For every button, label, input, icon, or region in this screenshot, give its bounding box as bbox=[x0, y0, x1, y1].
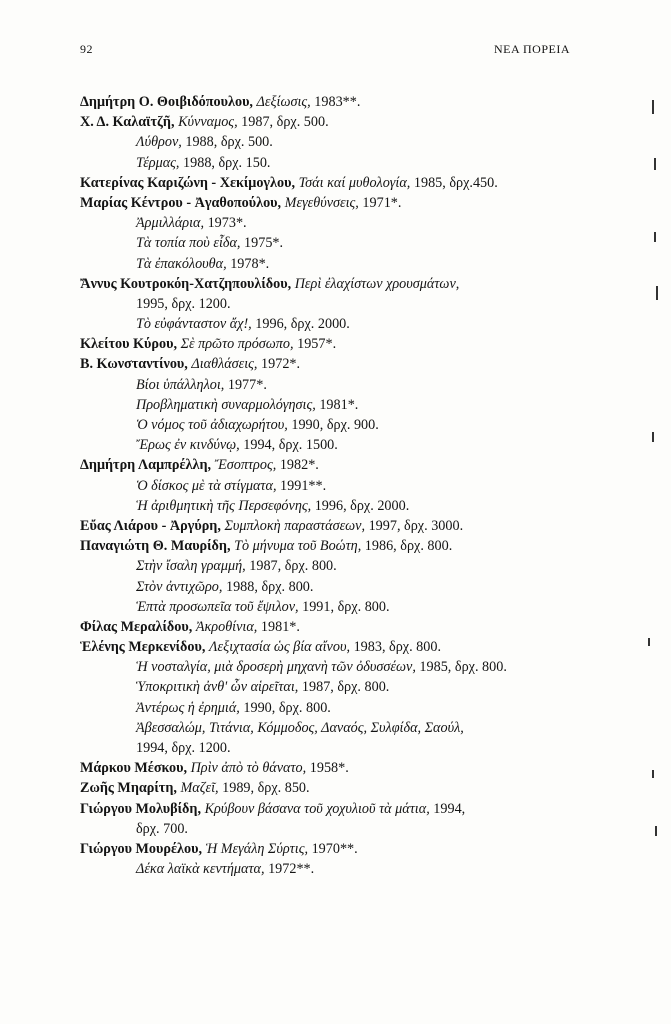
entry-continuation-line bbox=[80, 233, 580, 253]
entry-title: Στὸν ἀντιχῶρο, bbox=[136, 578, 223, 595]
entry-details: 1996, δρχ. 2000. bbox=[314, 497, 410, 514]
entry-line bbox=[80, 173, 580, 193]
entry-title: Ὁ δίσκος μὲ τὰ στίγματα, bbox=[136, 477, 277, 494]
entry-details: 1957*. bbox=[297, 336, 337, 353]
entry-continuation-line bbox=[80, 657, 580, 677]
entry-details: 1994, δρχ. 1200. bbox=[136, 740, 231, 756]
entry-title: Περὶ ἐλαχίστων χρουσμάτων, bbox=[294, 275, 460, 292]
entry-author: Β. Κωνσταντίνου, bbox=[80, 356, 188, 373]
entry-continuation-line bbox=[80, 375, 580, 395]
entry-details: 1991**. bbox=[280, 477, 327, 494]
bibliography-list bbox=[80, 92, 580, 879]
entry-title: Ἡ νοσταλγία, μιὰ δροσερὴ μηχανὴ τῶν ὀδυσσέων, bbox=[136, 659, 416, 676]
entry-details: 1958*. bbox=[309, 760, 349, 777]
entry-continuation-line bbox=[80, 677, 580, 697]
entry-author: Δημήτρη Ο. Θοιβιδόπουλου, bbox=[80, 94, 253, 110]
scan-mark bbox=[654, 232, 656, 242]
entry-details: 1975*. bbox=[244, 235, 284, 252]
entry-title: Κύνναμος, bbox=[178, 114, 238, 131]
entry-title: Τὸ μήνυμα τοῦ Βοώτη, bbox=[234, 538, 362, 555]
entry-title: Δέκα λαϊκὰ κεντήματα, bbox=[136, 861, 265, 878]
entry-details: 1983**. bbox=[314, 94, 361, 110]
entry-author: Κατερίνας Καριζώνη - Χεκίμογλου, bbox=[80, 174, 296, 191]
entry-continuation-line bbox=[80, 395, 580, 415]
entry-continuation-line bbox=[80, 213, 580, 233]
entry-line bbox=[80, 92, 580, 112]
entry-details: 1994, bbox=[433, 800, 466, 817]
entry-title: Ἀντέρως ἡ ἐρημιά, bbox=[136, 699, 240, 716]
scan-mark bbox=[652, 770, 654, 778]
entry-continuation-line bbox=[80, 597, 580, 617]
page-number: 92 bbox=[80, 42, 93, 56]
scan-mark bbox=[652, 432, 654, 442]
entry-title: Ὑποκριτικὴ ἀνθ' ὧν αἱρεῖται, bbox=[136, 679, 299, 696]
entry-details: 1988, δρχ. 500. bbox=[185, 134, 273, 151]
entry-line bbox=[80, 778, 580, 798]
entry-author: Ζωῆς Μηαρίτη, bbox=[80, 780, 177, 797]
entry-title: Κρύβουν βάσανα τοῦ χοχυλιοῦ τὰ μάτια, bbox=[204, 800, 430, 817]
scan-mark bbox=[654, 158, 656, 170]
scan-mark bbox=[652, 100, 654, 114]
entry-continuation-line bbox=[80, 435, 580, 455]
entry-details: 1987, δρχ. 800. bbox=[249, 558, 337, 575]
entry-author: Γιώργου Μολυβίδη, bbox=[80, 800, 202, 817]
entry-details: 1972*. bbox=[261, 356, 301, 373]
entry-details: 1988, δρχ. 150. bbox=[183, 154, 271, 171]
scan-mark bbox=[655, 826, 657, 836]
entry-title: Ἡ ἀριθμητικὴ τῆς Περσεφόνης, bbox=[136, 497, 312, 514]
entry-author: Ἄννυς Κουτροκόη-Χατζηπουλίδου, bbox=[80, 275, 292, 292]
entry-details: 1986, δρχ. 800. bbox=[364, 538, 453, 555]
entry-details: 1972**. bbox=[268, 861, 315, 878]
entry-title: Σὲ πρῶτο πρόσωπο, bbox=[180, 336, 294, 353]
entry-title: Στὴν ἴσαλη γραμμή, bbox=[136, 558, 246, 575]
entry-continuation-line bbox=[80, 718, 580, 738]
entry-title: Μεγεθύνσεις, bbox=[284, 194, 359, 211]
entry-line bbox=[80, 839, 580, 859]
running-title: ΝΕΑ ΠΟΡΕΙΑ bbox=[494, 42, 570, 56]
entry-continuation-line bbox=[80, 132, 580, 152]
entry-continuation-line bbox=[80, 496, 580, 516]
entry-continuation-line bbox=[80, 738, 580, 758]
entry-details: 1990, δρχ. 800. bbox=[243, 699, 331, 716]
entry-title: Διαθλάσεις, bbox=[191, 356, 258, 373]
entry-details: 1988, δρχ. 800. bbox=[225, 578, 314, 595]
entry-title: Ἔρως ἐν κινδύνῳ, bbox=[136, 437, 240, 454]
entry-title: Μαζεῖ, bbox=[180, 780, 219, 797]
entry-title: Συμπλοκὴ παραστάσεων, bbox=[224, 517, 366, 534]
entry-details: 1970**. bbox=[311, 840, 358, 857]
entry-details: 1995, δρχ. 1200. bbox=[136, 295, 231, 312]
entry-author: Ἑλένης Μερκενίδου, bbox=[80, 639, 206, 656]
entry-line bbox=[80, 516, 580, 536]
entry-title: Βίοι ὑπάλληλοι, bbox=[136, 376, 225, 393]
entry-line bbox=[80, 274, 580, 294]
entry-title: Λύθρον, bbox=[136, 134, 182, 151]
entry-continuation-line bbox=[80, 476, 580, 496]
entry-details: 1991, δρχ. 800. bbox=[302, 598, 390, 615]
entry-title: Τὰ τοπία ποὺ εἶδα, bbox=[136, 235, 241, 252]
entry-continuation-line bbox=[80, 415, 580, 435]
entry-continuation-line bbox=[80, 153, 580, 173]
entry-details: 1982*. bbox=[279, 457, 319, 474]
entry-title: Δεξίωσις, bbox=[256, 94, 311, 110]
entry-title: Τσάι καί μυθολογία, bbox=[298, 174, 411, 191]
entry-details: 1996, δρχ. 2000. bbox=[255, 316, 350, 333]
entry-author: Χ. Δ. Καλαϊτζῆ, bbox=[80, 114, 175, 131]
entry-details: 1994, δρχ. 1500. bbox=[243, 437, 338, 454]
entry-title: Ἡ Μεγάλη Σύρτις, bbox=[205, 840, 309, 857]
entry-details: 1987, δρχ. 500. bbox=[241, 114, 329, 131]
entry-author: Κλείτου Κύρου, bbox=[80, 336, 178, 353]
entry-title: Λεξιχτασία ὡς βία αἴνου, bbox=[208, 639, 351, 656]
entry-details: 1971*. bbox=[362, 194, 402, 211]
entry-details: 1990, δρχ. 900. bbox=[291, 417, 379, 433]
entry-title: Ἀρμιλλάρια, bbox=[136, 215, 205, 232]
entry-title: Τὰ ἐπακόλουθα, bbox=[136, 255, 227, 272]
entry-details: 1985, δρχ.450. bbox=[413, 174, 498, 191]
entry-continuation-line bbox=[80, 819, 580, 839]
entry-author: Φίλας Μεραλίδου, bbox=[80, 618, 193, 635]
entry-line bbox=[80, 354, 580, 374]
entry-author: Εὔας Λιάρου - Ἀργύρη, bbox=[80, 517, 221, 534]
entry-line bbox=[80, 193, 580, 213]
entry-title: Ἀβεσσαλώμ, Τιτάνια, Κόμμοδος, Δαναός, Συλφίδα, Σαούλ, bbox=[136, 719, 464, 736]
entry-continuation-line bbox=[80, 254, 580, 274]
entry-title: Ἀκροθίνια, bbox=[195, 618, 258, 635]
entry-author: Μάρκου Μέσκου, bbox=[80, 760, 188, 777]
entry-continuation-line bbox=[80, 294, 580, 314]
entry-author: Γιώργου Μουρέλου, bbox=[80, 840, 203, 857]
entry-line bbox=[80, 112, 580, 132]
entry-title: Τὸ εὐφάνταστον ἄχ!, bbox=[136, 316, 252, 333]
entry-author: Δημήτρη Λαμπρέλλη, bbox=[80, 457, 212, 474]
entry-details: 1997, δρχ. 3000. bbox=[368, 517, 464, 534]
entry-title: Ἑπτὰ προσωπεῖα τοῦ ἔψιλον, bbox=[136, 598, 299, 615]
entry-line bbox=[80, 758, 580, 778]
entry-title: Ἔσοπτρος, bbox=[214, 457, 277, 474]
entry-details: 1978*. bbox=[230, 255, 270, 272]
entry-details: 1983, δρχ. 800. bbox=[353, 639, 442, 656]
entry-line bbox=[80, 617, 580, 637]
entry-author: Παναγιώτη Θ. Μαυρίδη, bbox=[80, 538, 231, 555]
entry-line bbox=[80, 334, 580, 354]
entry-details: 1973*. bbox=[207, 215, 247, 232]
entry-details: 1987, δρχ. 800. bbox=[301, 679, 390, 696]
entry-details: 1977*. bbox=[227, 376, 267, 393]
entry-continuation-line bbox=[80, 314, 580, 334]
entry-line bbox=[80, 536, 580, 556]
entry-continuation-line bbox=[80, 859, 580, 879]
entry-details: 1981*. bbox=[260, 618, 300, 635]
entry-details: δρχ. 700. bbox=[136, 820, 188, 837]
entry-details: 1985, δρχ. 800. bbox=[419, 659, 507, 676]
entry-continuation-line bbox=[80, 556, 580, 576]
scan-mark bbox=[656, 286, 658, 300]
scan-mark bbox=[648, 638, 650, 646]
entry-details: 1981*. bbox=[319, 396, 359, 413]
entry-details: 1989, δρχ. 850. bbox=[222, 780, 310, 797]
entry-line bbox=[80, 799, 580, 819]
entry-author: Μαρίας Κέντρου - Ἀγαθοπούλου, bbox=[80, 194, 282, 211]
entry-title: Τέρμας, bbox=[136, 154, 180, 171]
entry-title: Προβληματικὴ συναρμολόγησις, bbox=[136, 396, 316, 413]
entry-title: Πρὶν ἀπὸ τὸ θάνατο, bbox=[190, 760, 307, 777]
entry-continuation-line bbox=[80, 698, 580, 718]
entry-line bbox=[80, 455, 580, 475]
entry-title: Ὁ νόμος τοῦ ἀδιαχωρήτου, bbox=[136, 417, 288, 433]
entry-line bbox=[80, 637, 580, 657]
entry-continuation-line bbox=[80, 577, 580, 597]
